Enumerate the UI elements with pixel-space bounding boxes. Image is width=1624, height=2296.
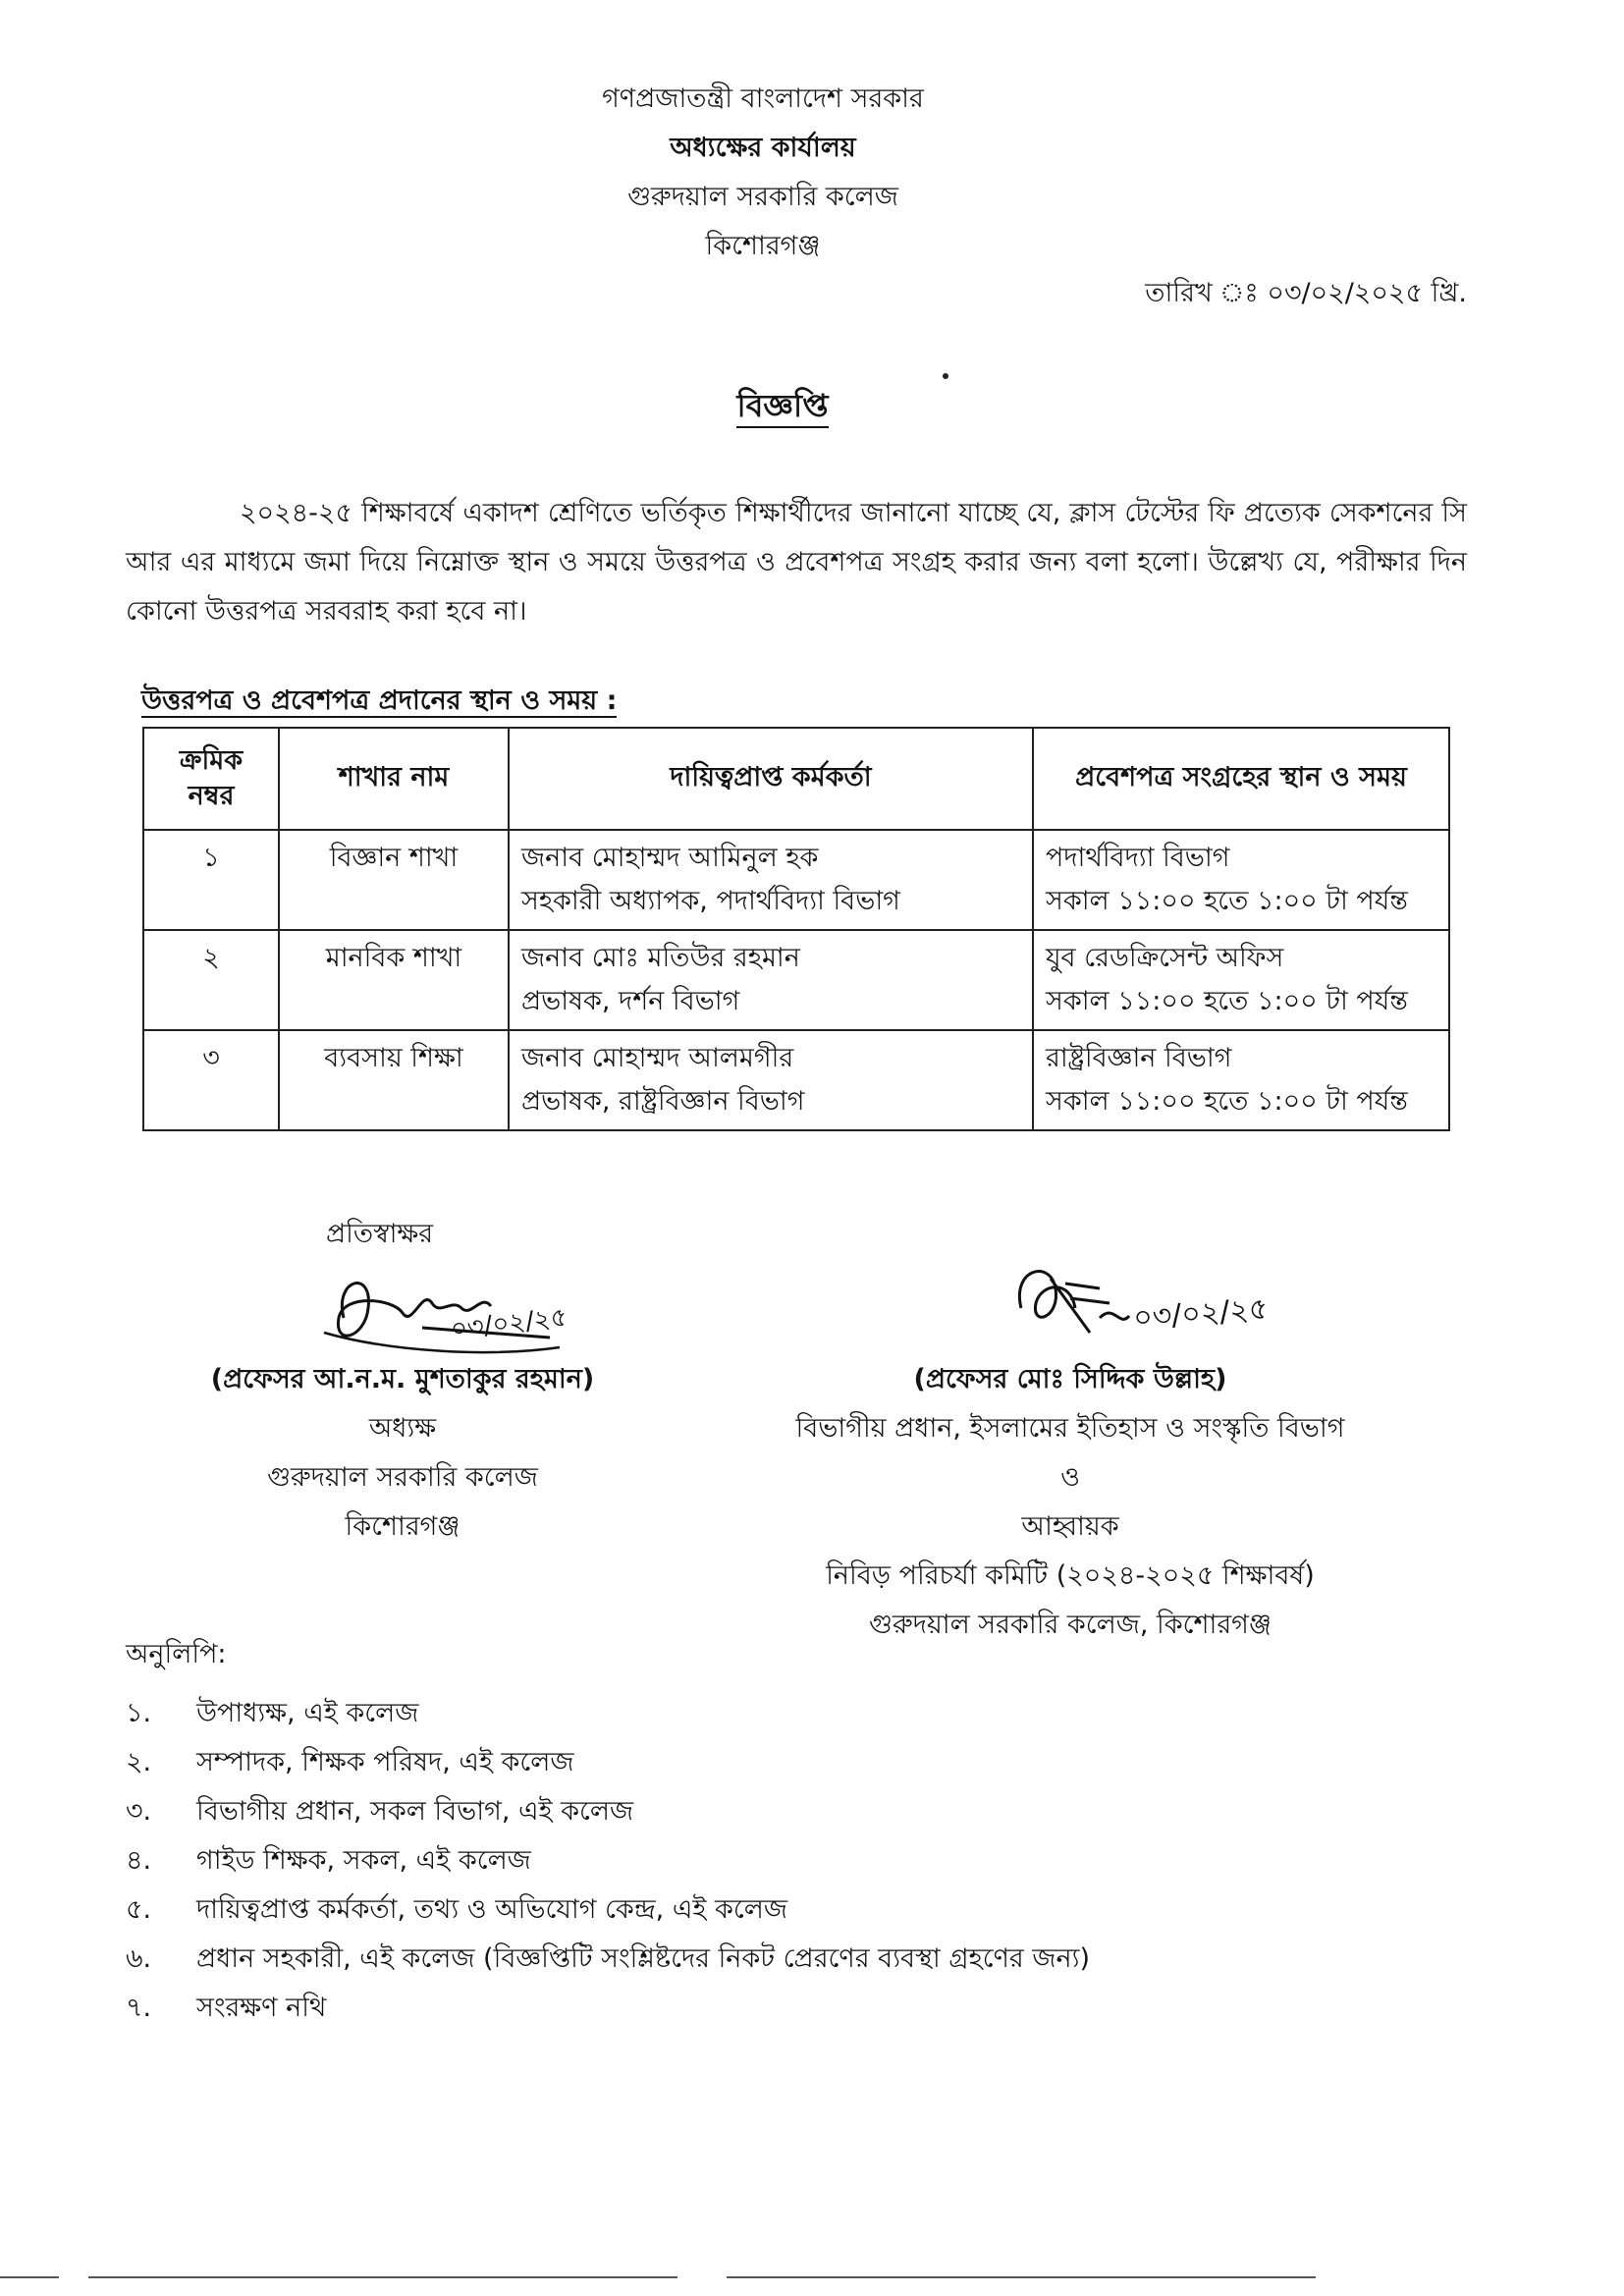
place: রাষ্ট্রবিজ্ঞান বিভাগ <box>1046 1043 1232 1073</box>
copies-list <box>126 1689 1090 2033</box>
header-government: গণপ্রজাতন্ত্রী বাংলাদেশ সরকার <box>602 83 924 114</box>
time: সকাল ১১:০০ হতে ১:০০ টা পর্যন্ত <box>1046 886 1408 916</box>
header-branch: শাখার নাম <box>279 728 509 830</box>
notice-title: বিজ্ঞপ্তি <box>0 381 1595 434</box>
list-item: ২. সম্পাদক, শিক্ষক পরিষদ, এই কলেজ <box>126 1747 574 1777</box>
list-item: ১. উপাধ্যক্ষ, এই কলেজ <box>126 1698 419 1728</box>
copies-title: অনুলিপি: <box>126 1639 227 1669</box>
header-place-time: প্রবেশপত্র সংগ্রহের স্থান ও সময় <box>1033 728 1449 830</box>
right-signatory-name: (প্রফেসর মোঃ সিদ্দিক উল্লাহ) <box>913 1364 1227 1394</box>
left-signatory-block <box>157 1355 648 1552</box>
right-signatory-committee: নিবিড় পরিচর্যা কমিটি (২০২৪-২০২৫ শিক্ষাবর্ষ) <box>826 1560 1315 1591</box>
cell-place-time <box>1033 930 1449 1030</box>
header-college: গুরুদয়াল সরকারি কলেজ <box>627 182 898 212</box>
table-row <box>143 1030 1449 1130</box>
right-signatory-institution: গুরুদয়াল সরকারি কলেজ, কিশোরগঞ্জ <box>869 1610 1272 1640</box>
time: সকাল ১১:০০ হতে ১:০০ টা পর্যন্ত <box>1046 1086 1408 1117</box>
list-item: ৭. সংরক্ষণ নথি <box>126 1993 327 2023</box>
table-row <box>143 930 1449 1030</box>
right-signature-image <box>982 1249 1394 1357</box>
left-signatory-designation: অধ্যক্ষ <box>368 1413 437 1444</box>
section-heading: উত্তরপত্র ও প্রবেশপত্র প্রদানের স্থান ও সময় : <box>141 685 618 716</box>
officer-name: জনাব মোহাম্মদ আমিনুল হক <box>521 843 819 873</box>
officer-title: প্রভাষক, রাষ্ট্রবিজ্ঞান বিভাগ <box>521 1086 805 1117</box>
cell-officer <box>509 1030 1033 1130</box>
cell-officer <box>509 930 1033 1030</box>
cell-serial: ২ <box>143 930 279 1030</box>
cell-branch: ব্যবসায় শিক্ষা <box>279 1030 509 1130</box>
officer-title: প্রভাষক, দর্শন বিভাগ <box>521 986 740 1016</box>
left-signatory-name: (প্রফেসর আ.ন.ম. মুশতাকুর রহমান) <box>210 1364 595 1394</box>
right-signature-date: ০৩/০২/২৫ <box>1132 1291 1270 1336</box>
table-row <box>143 830 1449 930</box>
officer-name: জনাব মোহাম্মদ আলমগীর <box>521 1043 794 1073</box>
document-date: তারিখ ঃ ০৩/০২/২০২৫ খ্রি. <box>1145 278 1467 308</box>
stray-dot <box>943 373 948 379</box>
scan-line <box>0 2276 59 2278</box>
cell-serial: ৩ <box>143 1030 279 1130</box>
left-signatory-location: কিশোরগঞ্জ <box>345 1511 460 1542</box>
left-signature-date: ০৩/০২/২৫ <box>449 1302 569 1344</box>
list-item: ৩. বিভাগীয় প্রধান, সকল বিভাগ, এই কলেজ <box>126 1796 634 1827</box>
header-serial: ক্রমিক নম্বর <box>143 728 279 830</box>
distribution-table <box>142 727 1450 1131</box>
list-item: ৬. প্রধান সহকারী, এই কলেজ (বিজ্ঞপ্তিটি সংশ্লিষ্টদের নিকট প্রেরণের ব্যবস্থা গ্রহণের জন্য) <box>126 1943 1090 1974</box>
right-signatory-conjunction: ও <box>1060 1462 1080 1493</box>
cell-serial: ১ <box>143 830 279 930</box>
header-officer: দায়িত্বপ্রাপ্ত কর্মকর্তা <box>509 728 1033 830</box>
cell-branch: মানবিক শাখা <box>279 930 509 1030</box>
right-signatory-designation: বিভাগীয় প্রধান, ইসলামের ইতিহাস ও সংস্কৃতি বিভাগ <box>795 1413 1345 1444</box>
cell-branch: বিজ্ঞান শাখা <box>279 830 509 930</box>
table-header-row <box>143 728 1449 830</box>
countersign-label: প্রতিস্বাক্ষর <box>326 1219 434 1249</box>
scan-line <box>727 2276 1316 2278</box>
header-location: কিশোরগঞ্জ <box>705 231 821 261</box>
notice-body: ২০২৪-২৫ শিক্ষাবর্ষে একাদশ শ্রেণিতে ভর্তিকৃত শিক্ষার্থীদের জানানো যাচ্ছে যে, ক্লাস টেস্টের ফি প্রত্যেক সেকশনের সি আর এর মাধ্যমে জমা দিয়ে নিম্নোক্ত স্থান ও সময়ে উত্তরপত্র ও প্রবেশপত্র সংগ্রহ করার জন্য বলা হলো। উল্লেখ্য যে, পরীক্ষার দিন কোনো উত্তরপত্র সরবরাহ করা হবে না। <box>126 498 1467 627</box>
scan-line <box>88 2276 677 2278</box>
left-signature-image <box>314 1259 628 1367</box>
officer-title: সহকারী অধ্যাপক, পদার্থবিদ্যা বিভাগ <box>521 886 900 916</box>
place: যুব রেডক্রিসেন্ট অফিস <box>1046 943 1284 973</box>
right-signatory-block <box>707 1355 1434 1650</box>
cell-place-time <box>1033 830 1449 930</box>
right-signatory-role: আহ্বায়ক <box>1021 1511 1119 1542</box>
officer-name: জনাব মোঃ মতিউর রহমান <box>521 943 800 973</box>
list-item: ৪. গাইড শিক্ষক, সকল, এই কলেজ <box>126 1845 531 1876</box>
time: সকাল ১১:০০ হতে ১:০০ টা পর্যন্ত <box>1046 986 1408 1016</box>
header-office: অধ্যক্ষের কার্যালয় <box>670 133 856 163</box>
place: পদার্থবিদ্যা বিভাগ <box>1046 843 1230 873</box>
cell-place-time <box>1033 1030 1449 1130</box>
list-item: ৫. দায়িত্বপ্রাপ্ত কর্মকর্তা, তথ্য ও অভিযোগ কেন্দ্র, এই কলেজ <box>126 1894 788 1925</box>
cell-officer <box>509 830 1033 930</box>
left-signatory-institution: গুরুদয়াল সরকারি কলেজ <box>267 1462 538 1493</box>
